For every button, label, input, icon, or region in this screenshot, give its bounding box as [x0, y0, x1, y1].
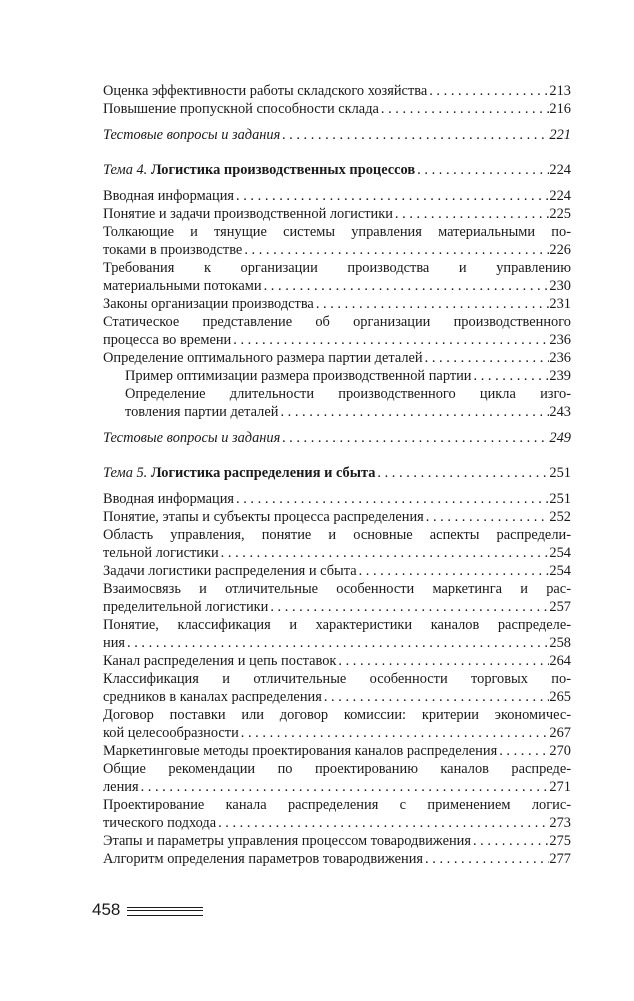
- leader-dots: [268, 598, 549, 616]
- toc-entry-title: Тестовые вопросы и задания: [103, 430, 281, 446]
- leader-dots: [423, 850, 549, 868]
- toc-entry: [103, 490, 571, 508]
- toc-entry-title: Вводная информация: [103, 491, 235, 507]
- toc-entry-title-line1: Понятие, классификация и характеристики каналов распределе-: [103, 617, 571, 633]
- toc-entry-title-line1: Проектирование канала распределения с применением логис-: [103, 797, 571, 813]
- leader-dots: [231, 331, 549, 349]
- toc-entry-tests: [103, 429, 571, 447]
- toc-entry-title: Оценка эффективности работы складского хозяйства: [103, 83, 428, 99]
- leader-dots: [234, 490, 549, 508]
- toc-entry-page: 265: [549, 689, 571, 705]
- toc-entry-title-line1: Классификация и отличительные особенности торговых по-: [103, 671, 571, 687]
- toc-entry-page: 254: [549, 563, 571, 579]
- topic-title: Логистика распределения и сбыта: [150, 465, 376, 481]
- toc-entry-tests: [103, 126, 571, 144]
- toc-entry-title-line1: Определение длительности производственного цикла изго-: [125, 386, 571, 402]
- toc-entry-page: 239: [549, 368, 571, 384]
- toc-entry-title: Вводная информация: [103, 188, 235, 204]
- toc-subentry: [103, 367, 571, 385]
- leader-dots: [357, 562, 549, 580]
- toc-entry: [103, 850, 571, 868]
- topic-prefix: Тема 5.: [103, 465, 148, 481]
- toc-entry-title: Определение оптимального размера партии деталей: [103, 350, 423, 366]
- toc-entry-title-line1: Взаимосвязь и отличительные особенности маркетинга и рас-: [103, 581, 571, 597]
- toc-entry-page: 254: [549, 545, 571, 561]
- toc-entry: [103, 652, 571, 670]
- toc-entry-title-line2: товления партии деталей: [125, 404, 279, 420]
- toc-entry: [103, 832, 571, 850]
- toc-entry-page: 226: [549, 242, 571, 258]
- toc-entry: [103, 508, 571, 526]
- toc-entry-title: Тестовые вопросы и задания: [103, 127, 281, 143]
- toc-entry: [103, 742, 571, 760]
- toc-entry-title: Маркетинговые методы проектирования каналов распределения: [103, 743, 498, 759]
- toc-entry-title-line2: процесса во времени: [103, 332, 232, 348]
- toc-entry-title-line2: тельной логистики: [103, 545, 219, 561]
- leader-dots: [393, 205, 549, 223]
- page-number: 458: [92, 900, 121, 919]
- leader-dots: [125, 634, 549, 652]
- toc-entry: [103, 349, 571, 367]
- toc-entry: [103, 313, 571, 349]
- leader-dots: [219, 544, 549, 562]
- toc-entry-page: 216: [549, 101, 571, 117]
- leader-dots: [234, 187, 549, 205]
- toc-entry: [103, 205, 571, 223]
- toc-entry-title: Задачи логистики распределения и сбыта: [103, 563, 357, 579]
- toc-entry-page: 231: [549, 296, 571, 312]
- toc-entry-title-line1: Область управления, понятие и основные аспекты распредели-: [103, 527, 571, 543]
- toc-entry-title-line2: материальными потоками: [103, 278, 262, 294]
- leader-dots: [278, 403, 549, 421]
- toc-entry-title: Повышение пропускной способности склада: [103, 101, 379, 117]
- leader-dots: [139, 778, 549, 796]
- toc-entry: [103, 259, 571, 295]
- toc-entry-page: 251: [549, 465, 571, 481]
- toc-entry-title-line1: Статическое представление об организации производственного: [103, 314, 571, 330]
- toc-entry-title-line2: ления: [103, 779, 139, 795]
- leader-dots: [262, 277, 549, 295]
- leader-dots: [472, 367, 549, 385]
- toc-entry: [103, 616, 571, 652]
- leader-dots: [216, 814, 549, 832]
- toc-entry-title-line2: средников в каналах распределения: [103, 689, 322, 705]
- toc-entry-title: Этапы и параметры управления процессом товародвижения: [103, 833, 471, 849]
- toc-entry-page: 277: [549, 851, 571, 867]
- toc-entry-page: 224: [549, 188, 571, 204]
- leader-dots: [336, 652, 549, 670]
- decorative-rule: [127, 907, 203, 916]
- leader-dots: [375, 464, 549, 482]
- toc-entry-title: Понятие, этапы и субъекты процесса распределения: [103, 509, 424, 525]
- leader-dots: [427, 82, 549, 100]
- table-of-contents: [103, 82, 571, 868]
- toc-entry: [103, 580, 571, 616]
- page-footer: [92, 900, 203, 920]
- toc-entry: [103, 100, 571, 118]
- toc-entry: [103, 187, 571, 205]
- toc-entry-page: 213: [549, 83, 571, 99]
- toc-entry-page: 236: [549, 332, 571, 348]
- toc-entry: [103, 760, 571, 796]
- toc-entry-page: 267: [549, 725, 571, 741]
- toc-entry-page: 275: [549, 833, 571, 849]
- leader-dots: [280, 126, 549, 144]
- toc-entry-title-line2: кой целесообразности: [103, 725, 239, 741]
- toc-entry-title: Понятие и задачи производственной логистики: [103, 206, 393, 222]
- toc-subentry: [103, 385, 571, 421]
- toc-entry-page: 270: [549, 743, 571, 759]
- toc-entry-title: Законы организации производства: [103, 296, 314, 312]
- toc-entry-title-line2: токами в производстве: [103, 242, 243, 258]
- toc-entry-title-line2: ния: [103, 635, 126, 651]
- toc-entry: [103, 796, 571, 832]
- toc-entry-page: 236: [549, 350, 571, 366]
- toc-entry-title: Алгоритм определения параметров товародвижения: [103, 851, 424, 867]
- toc-entry-page: 273: [549, 815, 571, 831]
- toc-entry-page: 243: [549, 404, 571, 420]
- toc-entry: [103, 223, 571, 259]
- toc-entry-page: 251: [549, 491, 571, 507]
- topic-title: Логистика производственных процессов: [150, 162, 416, 178]
- toc-entry-page: 257: [549, 599, 571, 615]
- leader-dots: [424, 508, 549, 526]
- leader-dots: [322, 688, 549, 706]
- toc-topic-4: [103, 161, 571, 179]
- toc-entry-title-line1: Толкающие и тянущие системы управления материальными по-: [103, 224, 571, 240]
- leader-dots: [497, 742, 549, 760]
- topic-prefix: Тема 4.: [103, 162, 148, 178]
- leader-dots: [379, 100, 549, 118]
- toc-entry-title-line1: Требования к организации производства и управлению: [103, 260, 571, 276]
- toc-entry-page: 224: [549, 162, 571, 178]
- leader-dots: [242, 241, 549, 259]
- leader-dots: [280, 429, 549, 447]
- leader-dots: [471, 832, 549, 850]
- toc-entry-page: 249: [549, 430, 571, 446]
- leader-dots: [314, 295, 549, 313]
- toc-entry-title-line1: Общие рекомендации по проектированию каналов распреде-: [103, 761, 571, 777]
- toc-entry-page: 264: [549, 653, 571, 669]
- leader-dots: [423, 349, 549, 367]
- toc-entry-page: 230: [549, 278, 571, 294]
- toc-entry: [103, 562, 571, 580]
- toc-entry-title: Канал распределения и цепь поставок: [103, 653, 337, 669]
- toc-entry-title-line2: тического подхода: [103, 815, 217, 831]
- toc-entry-page: 258: [549, 635, 571, 651]
- toc-entry: [103, 526, 571, 562]
- toc-entry: [103, 295, 571, 313]
- toc-entry-page: 221: [549, 127, 571, 143]
- toc-entry-title: Пример оптимизации размера производственной партии: [125, 368, 472, 384]
- toc-entry-page: 225: [549, 206, 571, 222]
- leader-dots: [239, 724, 549, 742]
- toc-entry-title-line1: Договор поставки или договор комиссии: критерии экономичес-: [103, 707, 571, 723]
- toc-topic-5: [103, 464, 571, 482]
- toc-entry: [103, 706, 571, 742]
- toc-entry: [103, 670, 571, 706]
- leader-dots: [415, 161, 549, 179]
- toc-entry-page: 252: [549, 509, 571, 525]
- toc-entry-page: 271: [549, 779, 571, 795]
- toc-entry-title-line2: пределительной логистики: [103, 599, 269, 615]
- toc-entry: [103, 82, 571, 100]
